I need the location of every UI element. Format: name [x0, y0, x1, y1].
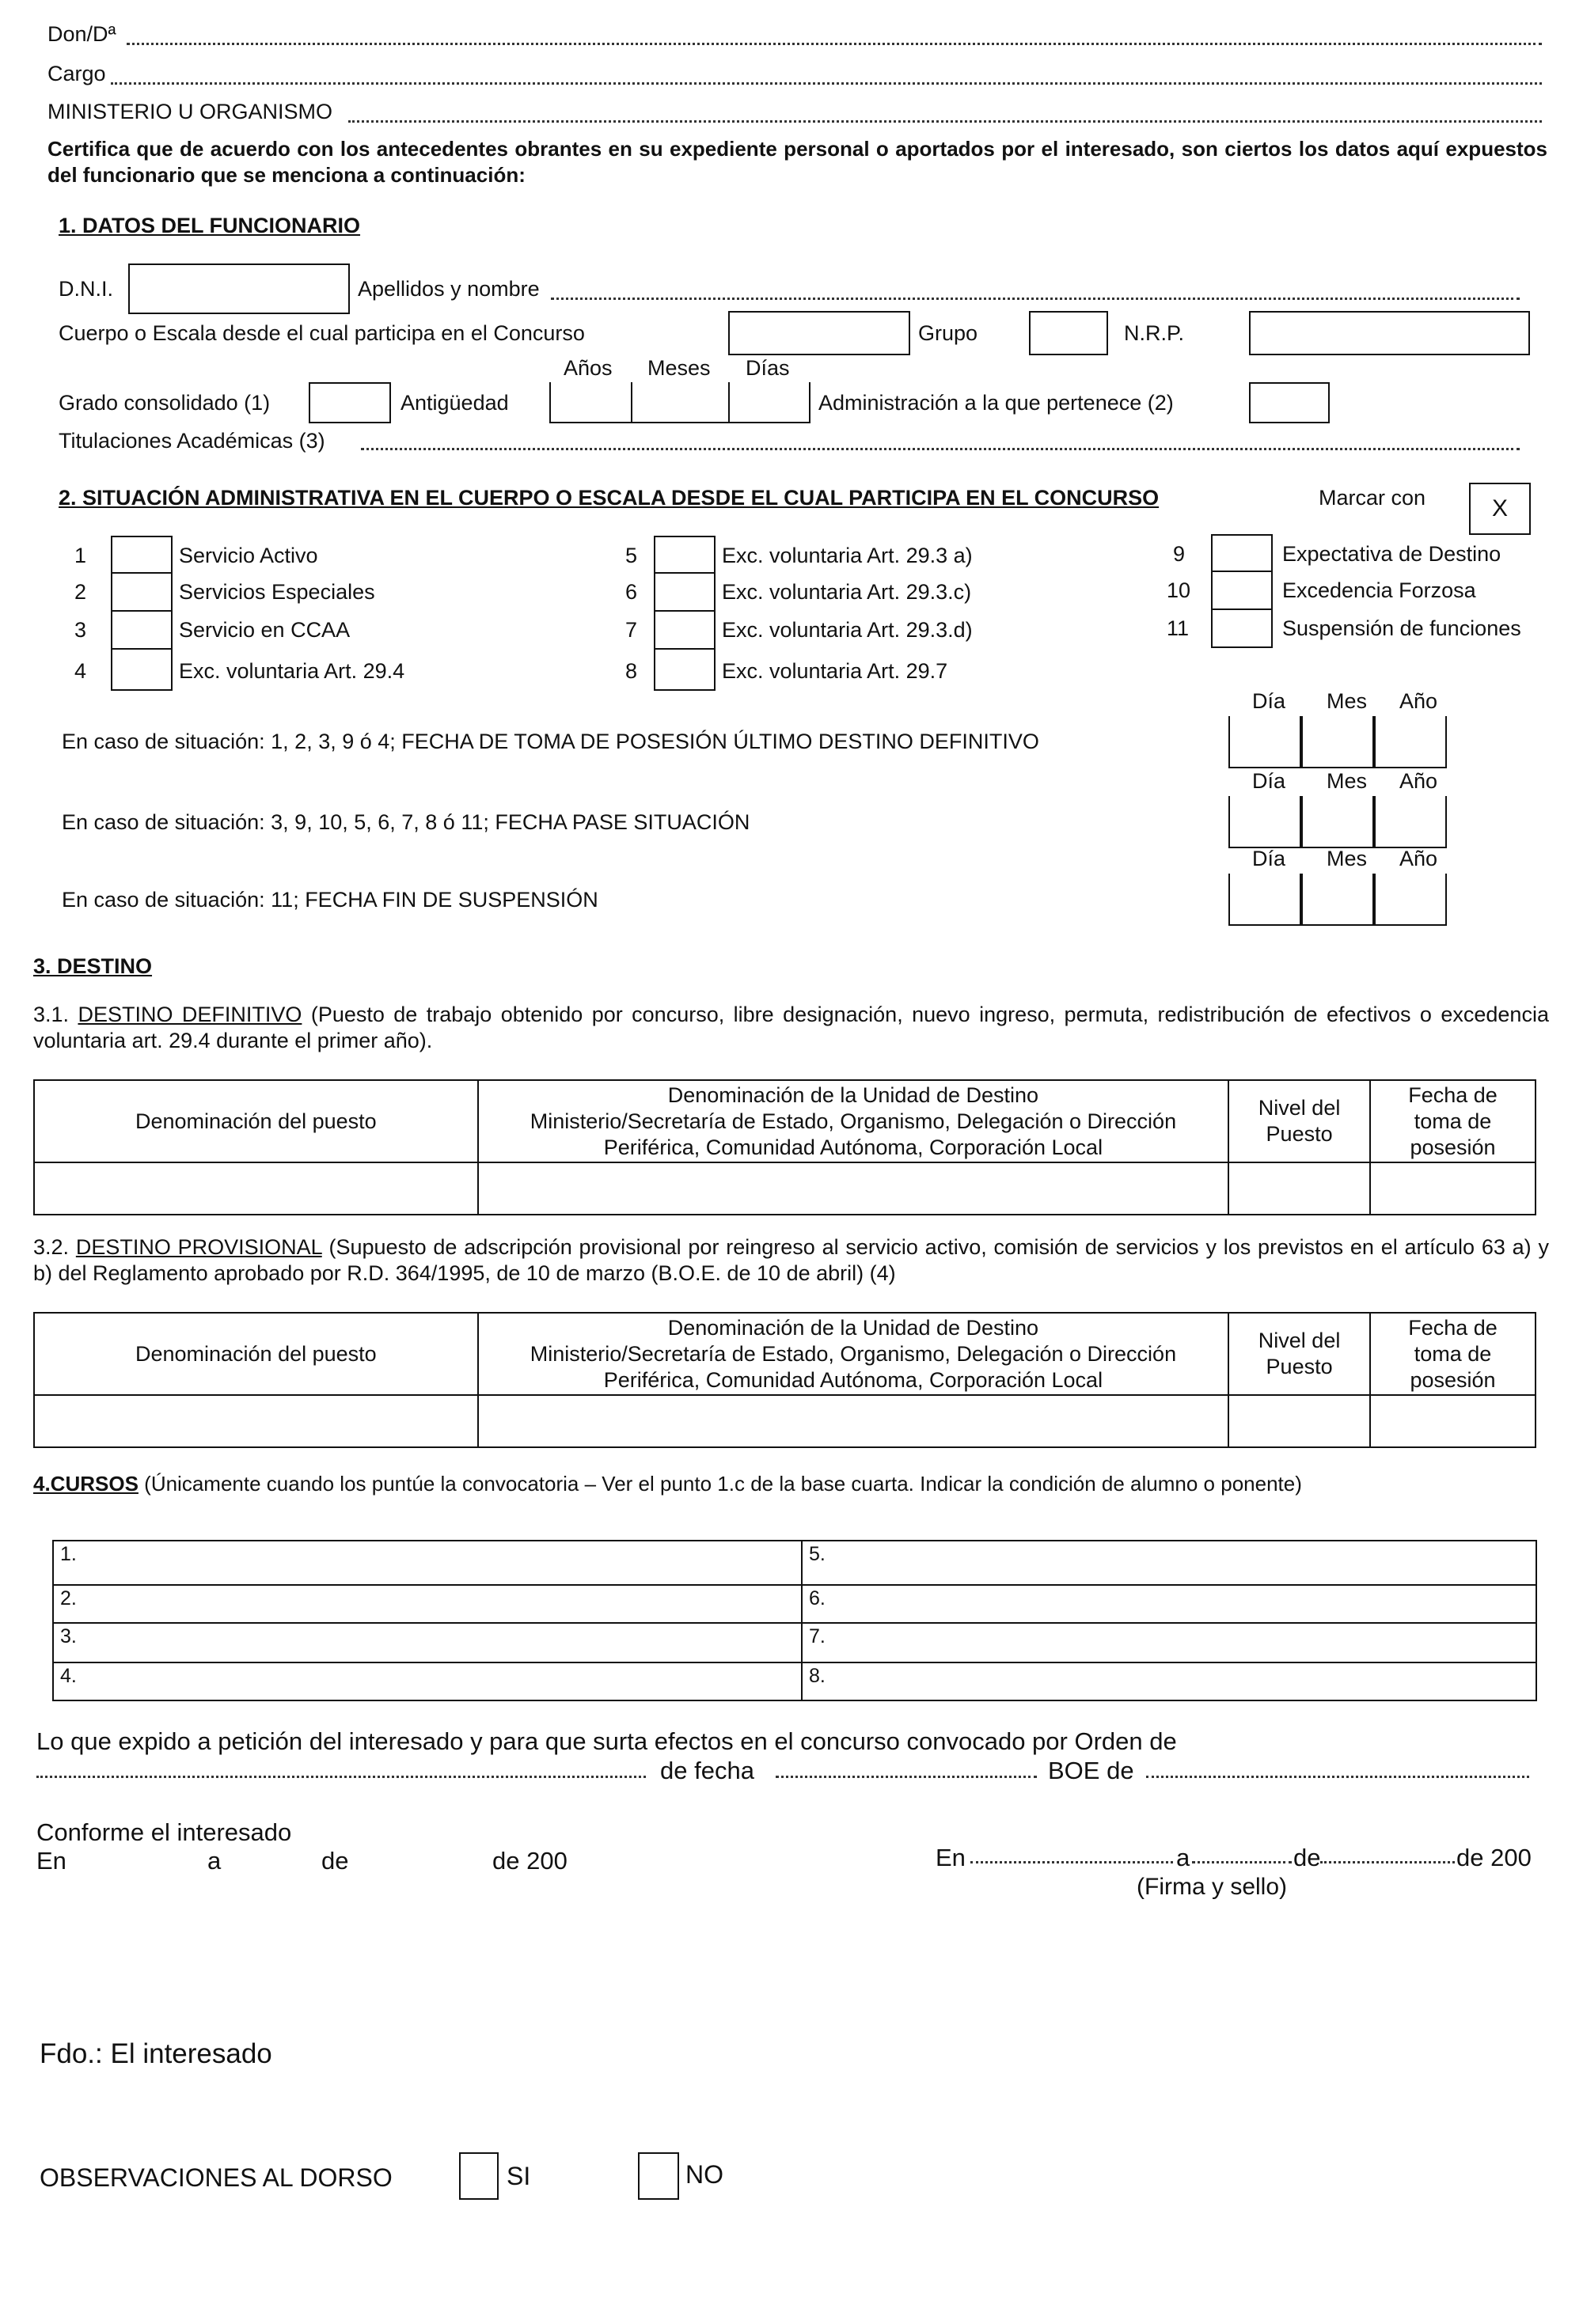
situacion-checkbox-3[interactable] [111, 610, 173, 650]
boe-field[interactable] [1146, 1776, 1529, 1778]
col-nivel [1228, 1080, 1370, 1162]
mes-label: Mes [1327, 689, 1368, 713]
cargo-label: Cargo [47, 62, 106, 85]
situacion-number: 2 [74, 580, 87, 604]
nivel-cell[interactable] [1228, 1395, 1370, 1447]
col-nivel-1: Nivel del [1258, 1329, 1341, 1352]
de200-label: de 200 [492, 1847, 568, 1875]
section-3-title: 3. DESTINO [33, 954, 153, 978]
situacion-number: 7 [625, 618, 638, 642]
p32-title: DESTINO PROVISIONAL [75, 1235, 322, 1259]
de-label: de [321, 1847, 349, 1875]
destino-provisional-table [33, 1312, 1536, 1448]
mes-cell[interactable] [1301, 874, 1374, 926]
col-unidad-3: Periférica, Comunidad Autónoma, Corporación Local [603, 1367, 1103, 1392]
a-label: a [207, 1847, 222, 1875]
situacion-label: Exc. voluntaria Art. 29.3 a) [722, 544, 973, 567]
situacion-checkbox-10[interactable] [1211, 571, 1273, 610]
col-fecha [1370, 1313, 1536, 1395]
mes-cell[interactable] [1301, 796, 1374, 848]
titulaciones-field[interactable] [361, 448, 1520, 450]
ano-cell[interactable] [1374, 716, 1447, 768]
fdo-label: Fdo.: El interesado [40, 2038, 272, 2069]
p31-number: 3.1. [33, 1003, 70, 1026]
p31-description: (Puesto de trabajo obtenido por concurso, libre designación, nuevo ingreso, permuta, redistribución de efectivos o excedencia voluntaria art. 29.4 durante el primer año). [33, 1003, 1549, 1052]
expido-text: Lo que expido a petición del interesado y para que surta efectos en el concurso convocado por Orden de [36, 1727, 1177, 1755]
caso-2-text: En caso de situación: 3, 9, 10, 5, 6, 7, 8 ó 11; FECHA PASE SITUACIÓN [62, 810, 750, 834]
curso-cell[interactable]: 2. [53, 1585, 802, 1623]
situacion-label: Exc. voluntaria Art. 29.3.d) [722, 618, 973, 642]
situacion-label: Servicio Activo [179, 544, 318, 567]
cuerpo-label: Cuerpo o Escala desde el cual participa en el Concurso [59, 321, 585, 345]
col-nivel-2: Puesto [1266, 1122, 1333, 1146]
si-label: SI [507, 2162, 531, 2190]
right-en-field[interactable] [970, 1861, 1173, 1863]
right-de-field[interactable] [1320, 1861, 1455, 1863]
apellidos-label: Apellidos y nombre [358, 277, 540, 301]
situacion-number: 9 [1173, 542, 1186, 566]
col-unidad-2: Ministerio/Secretaría de Estado, Organismo, Delegación o Dirección [530, 1341, 1177, 1366]
situacion-number: 8 [625, 659, 638, 683]
col-fecha-1: Fecha de [1408, 1315, 1498, 1340]
situacion-checkbox-9[interactable] [1211, 534, 1273, 572]
col-unidad-2: Ministerio/Secretaría de Estado, Organismo, Delegación o Dirección [530, 1109, 1177, 1133]
caso-3-text: En caso de situación: 11; FECHA FIN DE SUSPENSIÓN [62, 888, 598, 912]
col-fecha-3: posesión [1410, 1367, 1496, 1392]
ano-cell[interactable] [1374, 796, 1447, 848]
titulaciones-label: Titulaciones Académicas (3) [59, 429, 325, 453]
antiguedad-box[interactable] [549, 382, 810, 423]
col-fecha-2: toma de [1414, 1341, 1492, 1366]
certifica-text: Certifica que de acuerdo con los antecedentes obrantes en su expediente personal o aportados por el interesado, son ciertos los datos aquí expuestos del funcionario que se menciona a continuación: [47, 137, 1547, 187]
p32-number: 3.2. [33, 1235, 70, 1259]
cursos-description: (Únicamente cuando los puntúe la convocatoria – Ver el punto 1.c de la base cuarta. Indicar la condición de alumno o ponente) [144, 1472, 1302, 1496]
cursos-heading [33, 1472, 1302, 1496]
situacion-label: Excedencia Forzosa [1282, 578, 1476, 602]
situacion-checkbox-1[interactable] [111, 536, 173, 574]
administracion-box[interactable] [1249, 382, 1330, 423]
situacion-checkbox-11[interactable] [1211, 608, 1273, 648]
puesto-cell[interactable] [34, 1162, 478, 1215]
mark-example-box: X [1469, 483, 1531, 535]
nivel-cell[interactable] [1228, 1162, 1370, 1215]
situacion-label: Expectativa de Destino [1282, 542, 1501, 566]
destino-definitivo-table [33, 1079, 1536, 1215]
situacion-checkbox-4[interactable] [111, 648, 173, 691]
situacion-checkbox-6[interactable] [654, 572, 716, 612]
p32-description: (Supuesto de adscripción provisional por reingreso al servicio activo, comisión de servicios y los previstos en el artículo 63 a) y b) del Reglamento aprobado por R.D. 364/1995, de 10 de marzo (B.O.E. de 10 de abril) (4) [33, 1235, 1549, 1285]
mes-cell[interactable] [1301, 716, 1374, 768]
unidad-cell[interactable] [478, 1162, 1229, 1215]
situacion-number: 3 [74, 618, 87, 642]
situacion-checkbox-7[interactable] [654, 610, 716, 650]
col-fecha [1370, 1080, 1536, 1162]
situacion-label: Servicio en CCAA [179, 618, 351, 642]
col-unidad-1: Denominación de la Unidad de Destino [667, 1082, 1039, 1107]
ministerio-label: MINISTERIO U ORGANISMO [47, 100, 333, 123]
section-2-title: 2. SITUACIÓN ADMINISTRATIVA EN EL CUERPO O ESCALA DESDE EL CUAL PARTICIPA EN EL CONCURSO [59, 486, 1160, 510]
curso-cell[interactable]: 3. [53, 1623, 802, 1662]
ministerio-field[interactable] [348, 120, 1542, 123]
right-a-label: a [1176, 1844, 1190, 1871]
ano-label: Año [1399, 689, 1438, 713]
situacion-checkbox-2[interactable] [111, 572, 173, 612]
caso-1-text: En caso de situación: 1, 2, 3, 9 ó 4; FECHA DE TOMA DE POSESIÓN ÚLTIMO DESTINO DEFINITIVO [62, 730, 1039, 753]
dia-label: Día [1252, 689, 1286, 713]
fecha-toma-posesion[interactable] [1228, 689, 1450, 768]
curso-cell[interactable]: 4. [53, 1662, 802, 1700]
curso-cell[interactable]: 8. [802, 1662, 1536, 1700]
observaciones-no-checkbox[interactable] [638, 2152, 679, 2200]
grado-label: Grado consolidado (1) [59, 391, 271, 415]
ano-label: Año [1399, 769, 1438, 793]
orden-field[interactable] [36, 1776, 646, 1778]
col-puesto: Denominación del puesto [34, 1313, 478, 1395]
col-unidad-3: Periférica, Comunidad Autónoma, Corporación Local [603, 1135, 1103, 1159]
apellidos-field[interactable] [551, 298, 1520, 300]
meses-label: Meses [647, 356, 711, 380]
dni-box[interactable] [128, 263, 350, 314]
col-nivel-2: Puesto [1266, 1355, 1333, 1378]
destino-definitivo-text [33, 1002, 1549, 1054]
don-label: Don/Dª [47, 22, 116, 46]
col-nivel [1228, 1313, 1370, 1395]
situacion-number: 4 [74, 659, 87, 683]
fecha-cell[interactable] [1370, 1395, 1536, 1447]
situacion-number: 5 [625, 544, 638, 567]
situacion-label: Servicios Especiales [179, 580, 375, 604]
curso-cell[interactable]: 1. [53, 1541, 802, 1585]
firma-label: (Firma y sello) [1137, 1874, 1288, 1900]
mes-label: Mes [1327, 769, 1368, 793]
situacion-number: 11 [1167, 616, 1190, 640]
situacion-label: Suspensión de funciones [1282, 616, 1521, 640]
antiguedad-divider [728, 382, 730, 423]
dia-label: Día [1252, 769, 1286, 793]
col-unidad [478, 1313, 1229, 1395]
fecha-fin-suspension[interactable] [1228, 847, 1450, 926]
observaciones-label: OBSERVACIONES AL DORSO [40, 2163, 393, 2192]
mes-label: Mes [1327, 847, 1368, 870]
right-en-label: En [936, 1844, 966, 1871]
situacion-number: 10 [1167, 578, 1191, 602]
boe-label: BOE de [1048, 1757, 1134, 1784]
col-unidad-1: Denominación de la Unidad de Destino [667, 1315, 1039, 1340]
dni-label: D.N.I. [59, 277, 114, 301]
de-fecha-label: de fecha [660, 1757, 754, 1784]
cuerpo-box[interactable] [728, 311, 910, 355]
situacion-checkbox-5[interactable] [654, 536, 716, 574]
right-a-field[interactable] [1192, 1861, 1292, 1863]
situacion-label: Exc. voluntaria Art. 29.3.c) [722, 580, 972, 604]
curso-cell[interactable]: 5. [802, 1541, 1536, 1585]
administracion-label: Administración a la que pertenece (2) [818, 391, 1174, 415]
section-1-title: 1. DATOS DEL FUNCIONARIO [59, 214, 361, 237]
right-de200-label: de 200 [1456, 1844, 1532, 1871]
en-label: En [36, 1847, 66, 1875]
cargo-field[interactable] [111, 82, 1542, 85]
right-de-label: de [1293, 1844, 1321, 1871]
don-field[interactable] [127, 43, 1542, 45]
grupo-label: Grupo [918, 321, 978, 345]
nrp-box[interactable] [1249, 311, 1530, 355]
curso-cell[interactable]: 7. [802, 1623, 1536, 1662]
col-fecha-1: Fecha de [1408, 1082, 1498, 1107]
section-4-title: 4.CURSOS [33, 1472, 139, 1496]
grupo-box[interactable] [1029, 311, 1108, 355]
grado-box[interactable] [309, 382, 391, 423]
p31-title: DESTINO DEFINITIVO [78, 1003, 302, 1026]
dia-cell[interactable] [1228, 874, 1301, 926]
curso-cell[interactable]: 6. [802, 1585, 1536, 1623]
no-label: NO [685, 2160, 723, 2189]
destino-provisional-text [33, 1234, 1549, 1287]
fecha-pase-situacion[interactable] [1228, 769, 1450, 848]
nrp-label: N.R.P. [1124, 321, 1185, 345]
dia-label: Día [1252, 847, 1286, 870]
situacion-label: Exc. voluntaria Art. 29.7 [722, 659, 948, 683]
unidad-cell[interactable] [478, 1395, 1229, 1447]
col-nivel-1: Nivel del [1258, 1096, 1341, 1120]
dia-cell[interactable] [1228, 716, 1301, 768]
situacion-number: 1 [74, 544, 87, 567]
anos-label: Años [564, 356, 613, 380]
situacion-number: 6 [625, 580, 638, 604]
puesto-cell[interactable] [34, 1395, 478, 1447]
col-fecha-3: posesión [1410, 1135, 1496, 1159]
antiguedad-label: Antigüedad [400, 391, 509, 415]
ano-label: Año [1399, 847, 1438, 870]
antiguedad-divider [631, 382, 632, 423]
ano-cell[interactable] [1374, 874, 1447, 926]
cursos-table [52, 1540, 1537, 1701]
observaciones-si-checkbox[interactable] [459, 2152, 499, 2200]
marcar-label: Marcar con [1319, 486, 1426, 510]
fecha-field[interactable] [776, 1776, 1037, 1778]
col-unidad [478, 1080, 1229, 1162]
situacion-label: Exc. voluntaria Art. 29.4 [179, 659, 405, 683]
dia-cell[interactable] [1228, 796, 1301, 848]
fecha-cell[interactable] [1370, 1162, 1536, 1215]
col-fecha-2: toma de [1414, 1109, 1492, 1133]
situacion-checkbox-8[interactable] [654, 648, 716, 691]
conforme-label: Conforme el interesado [36, 1818, 292, 1846]
dias-label: Días [746, 356, 790, 380]
col-puesto: Denominación del puesto [34, 1080, 478, 1162]
